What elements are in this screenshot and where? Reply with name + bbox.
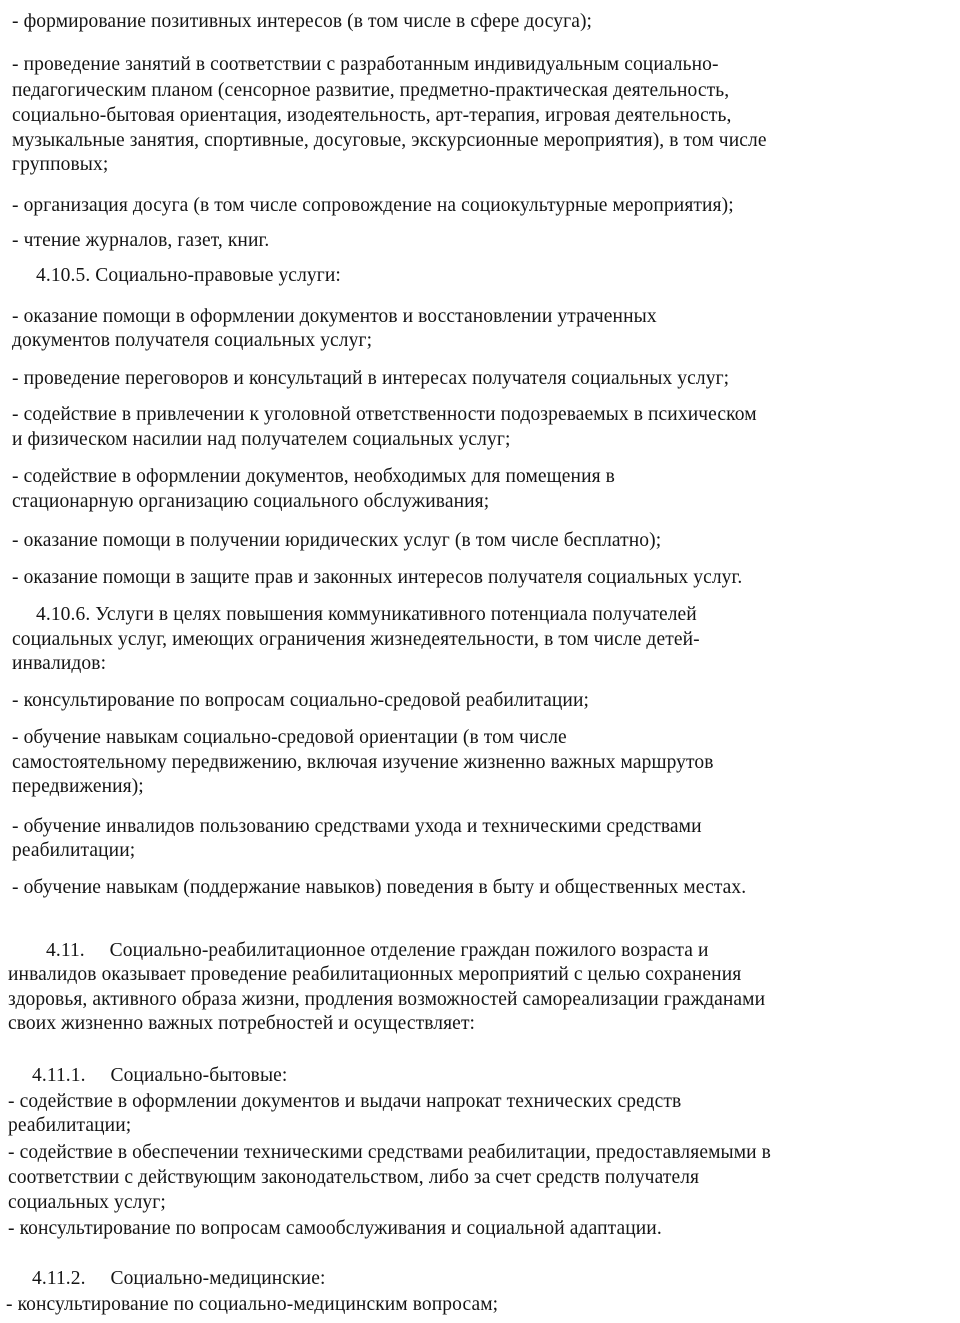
list-item: - содействие в оформлении документов и выдачи напрокат технических средств: [8, 1091, 682, 1112]
text-line: реабилитации;: [8, 1115, 132, 1136]
text-line: социальных услуг;: [8, 1192, 166, 1213]
section-heading: 4.10.5. Социально-правовые услуги:: [36, 265, 341, 286]
text-line: здоровья, активного образа жизни, продления возможностей самореализации гражданами: [8, 989, 766, 1010]
list-item: - организация досуга (в том числе сопровождение на социокультурные мероприятия);: [12, 195, 734, 216]
list-item: - обучение инвалидов пользованию средствами ухода и техническими средствами: [12, 816, 702, 837]
list-item: - обучение навыкам (поддержание навыков) поведения в быту и общественных местах.: [12, 877, 747, 898]
text-line: своих жизненно важных потребностей и осуществляет:: [8, 1013, 476, 1034]
list-item: - консультирование по вопросам самообслуживания и социальной адаптации.: [8, 1218, 662, 1239]
list-item: - чтение журналов, газет, книг.: [12, 230, 270, 251]
list-item: - содействие в привлечении к уголовной ответственности подозреваемых в психическом: [12, 404, 757, 425]
text-line: документов получателя социальных услуг;: [12, 330, 373, 351]
list-item: - формирование позитивных интересов (в том числе в сфере досуга);: [12, 11, 593, 32]
list-item: - оказание помощи в оформлении документов и восстановлении утраченных: [12, 306, 657, 327]
list-item: - консультирование по социально-медицинским вопросам;: [6, 1294, 499, 1315]
list-item: - оказание помощи в защите прав и законных интересов получателя социальных услуг.: [12, 567, 743, 588]
text-line: групповых;: [12, 154, 109, 175]
text-line: инвалидов:: [12, 653, 107, 674]
section-heading: 4.11. Социально-реабилитационное отделение граждан пожилого возраста и: [46, 940, 709, 961]
text-line: социально-бытовая ориентация, изодеятельность, арт-терапия, игровая деятельность,: [12, 105, 732, 126]
list-item: - содействие в обеспечении техническими средствами реабилитации, предоставляемыми в: [8, 1142, 771, 1163]
text-line: и физическом насилии над получателем социальных услуг;: [12, 429, 511, 450]
text-line: музыкальные занятия, спортивные, досуговые, экскурсионные мероприятия), в том числе: [12, 130, 767, 151]
list-item: - содействие в оформлении документов, необходимых для помещения в: [12, 466, 615, 487]
text-line: самостоятельному передвижению, включая изучение жизненно важных маршрутов: [12, 752, 714, 773]
section-heading: 4.11.2. Социально-медицинские:: [32, 1268, 326, 1289]
list-item: - обучение навыкам социально-средовой ориентации (в том числе: [12, 727, 567, 748]
text-line: соответствии с действующим законодательством, либо за счет средств получателя: [8, 1167, 700, 1188]
list-item: - проведение занятий в соответствии с разработанным индивидуальным социально-: [12, 54, 719, 75]
section-heading: 4.11.1. Социально-бытовые:: [32, 1065, 288, 1086]
list-item: - проведение переговоров и консультаций в интересах получателя социальных услуг;: [12, 368, 730, 389]
text-line: социальных услуг, имеющих ограничения жизнедеятельности, в том числе детей-: [12, 629, 700, 650]
list-item: - консультирование по вопросам социально-средовой реабилитации;: [12, 690, 590, 711]
text-line: инвалидов оказывает проведение реабилитационных мероприятий с целью сохранения: [8, 964, 742, 985]
text-line: педагогическим планом (сенсорное развитие, предметно-практическая деятельность,: [12, 80, 730, 101]
text-line: стационарную организацию социального обслуживания;: [12, 491, 490, 512]
text-line: передвижения);: [12, 776, 144, 797]
list-item: - оказание помощи в получении юридических услуг (в том числе бесплатно);: [12, 530, 662, 551]
text-line: реабилитации;: [12, 840, 136, 861]
section-heading: 4.10.6. Услуги в целях повышения коммуникативного потенциала получателей: [36, 604, 697, 625]
